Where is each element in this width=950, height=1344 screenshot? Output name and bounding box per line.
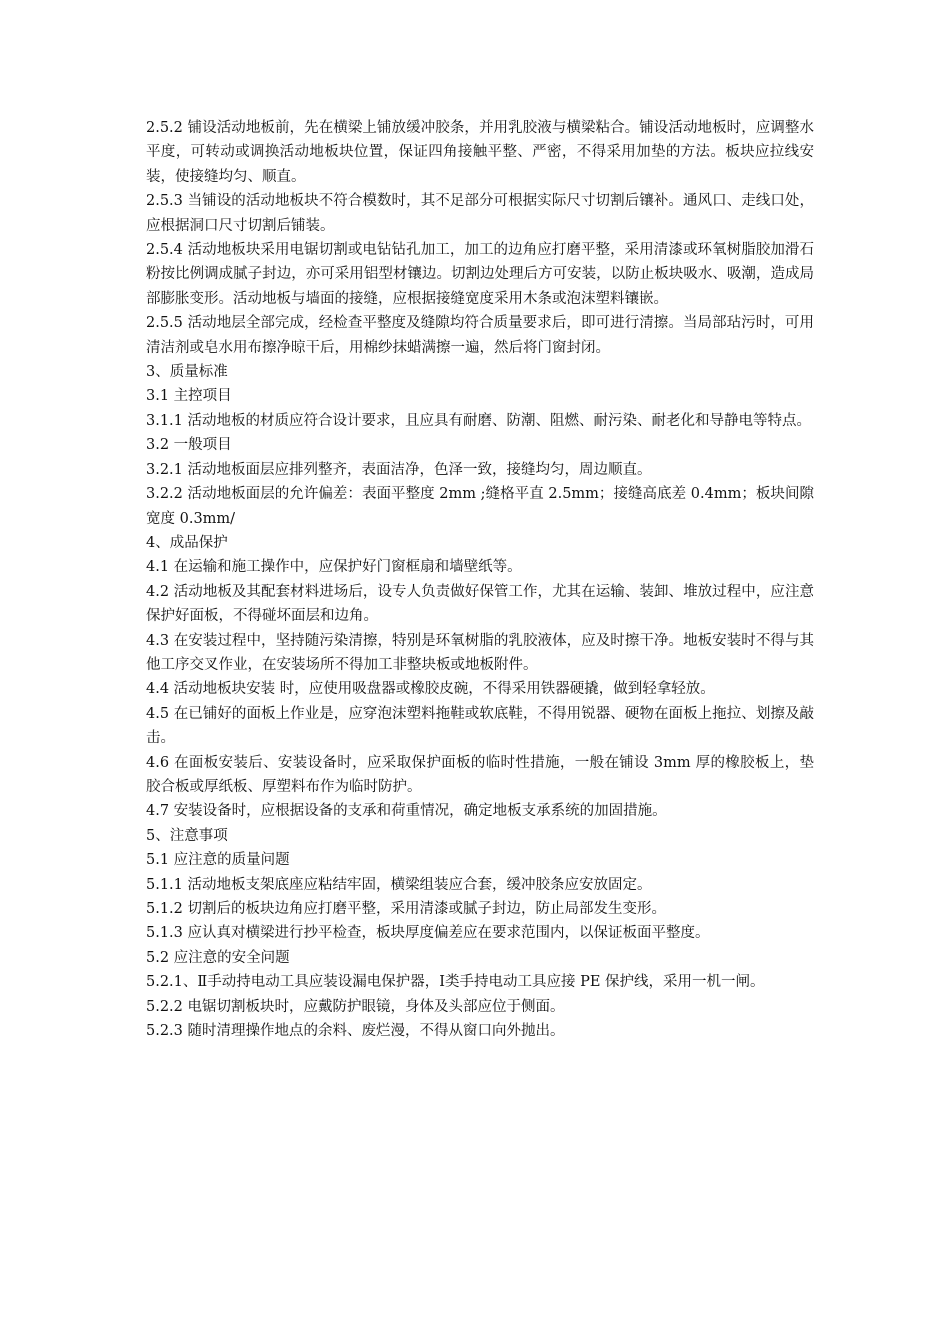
- paragraph-3-2-1: 3.2.1 活动地板面层应排列整齐，表面洁净，色泽一致，接缝均匀，周边顺直。: [146, 461, 652, 478]
- paragraph-5-1-2: 5.1.2 切割后的板块边角应打磨平整，采用清漆或腻子封边，防止局部发生变形。: [146, 901, 667, 917]
- heading-quality-standard: 3、质量标准: [146, 364, 228, 381]
- paragraph-3-2-2: 3.2.2 活动地板面层的允许偏差：表面平整度 2mm ;缝格平直 2.5mm；接缝高底差 0.4mm；板块间隙宽度 0.3mm/: [146, 486, 814, 527]
- paragraph-2-5-4: 2.5.4 活动地板块采用电锯切割或电钻钻孔加工，加工的边角应打磨平整，采用清漆或环氧树脂胶加滑石粉按比例调成腻子封边，亦可采用铝型材镶边。切割边处理后方可安装，以防止板块吸水、吸潮，造成局部膨胀变形。活动地板与墙面的接缝，应根据接缝宽度采用木条或泡沫塑料镶嵌。: [146, 242, 814, 307]
- paragraph-2-5-2: 2.5.2 铺设活动地板前，先在横梁上铺放缓冲胶条，并用乳胶液与横梁粘合。铺设活动地板时，应调整水平度，可转动或调换活动地板块位置，保证四角接触平整、严密，不得采用加垫的方法。板块应拉线安装，使接缝均匀、顺直。: [146, 120, 814, 185]
- paragraph-4-7: 4.7 安装设备时，应根据设备的支承和荷重情况，确定地板支承系统的加固措施。: [146, 803, 667, 820]
- paragraph-3-1-1: 3.1.1 活动地板的材质应符合设计要求，且应具有耐磨、防潮、阻燃、耐污染、耐老化和导静电等特点。: [146, 412, 811, 429]
- heading-precautions: 5、注意事项: [146, 827, 228, 844]
- paragraph-4-1: 4.1 在运输和施工操作中，应保护好门窗框扇和墙壁纸等。: [146, 559, 522, 576]
- paragraph-2-5-3: 2.5.3 当铺设的活动地板块不符合模数时，其不足部分可根据实际尺寸切割后镶补。通风口、走线口处，应根据洞口尺寸切割后铺装。: [146, 193, 814, 234]
- heading-safety-issues: 5.2 应注意的安全问题: [146, 949, 290, 966]
- paragraph-5-1-1: 5.1.1 活动地板支架底座应粘结牢固，横梁组装应合套，缓冲胶条应安放固定。: [146, 876, 652, 893]
- paragraph-2-5-5: 2.5.5 活动地层全部完成，经检查平整度及缝隙均符合质量要求后，即可进行清擦。当局部玷污时，可用清洁剂或皂水用布擦净晾干后，用棉纱抹蜡满擦一遍，然后将门窗封闭。: [146, 315, 814, 356]
- paragraph-5-1-3: 5.1.3 应认真对横梁进行抄平检查，板块厚度偏差应在要求范围内，以保证板面平整度。: [146, 925, 710, 942]
- paragraph-4-3: 4.3 在安装过程中，坚持随污染清擦，特别是环氧树脂的乳胶液体，应及时擦干净。地板安装时不得与其他工序交叉作业，在安装场所不得加工非整块板或地板附件。: [146, 632, 814, 673]
- heading-main-items: 3.1 主控项目: [146, 388, 232, 405]
- paragraph-4-4: 4.4 活动地板块安装 时，应使用吸盘器或橡胶皮碗，不得采用铁器硬撬，做到轻拿轻放。: [146, 681, 715, 698]
- paragraph-5-2-1: 5.2.1、Ⅱ手动持电动工具应装设漏电保护器，Ⅰ类手持电动工具应接 PE 保护线，采用一机一闸。: [146, 974, 765, 991]
- paragraph-5-2-2: 5.2.2 电锯切割板块时，应戴防护眼镜，身体及头部应位于侧面。: [146, 998, 565, 1015]
- document-body: [146, 116, 814, 1043]
- paragraph-4-6: 4.6 在面板安装后、安装设备时，应采取保护面板的临时性措施，一般在铺设 3mm 厚的橡胶板上，垫胶合板或厚纸板、厚塑料布作为临时防护。: [146, 754, 814, 795]
- heading-product-protection: 4、成品保护: [146, 534, 228, 551]
- paragraph-4-5: 4.5 在已铺好的面板上作业是，应穿泡沫塑料拖鞋或软底鞋，不得用锐器、硬物在面板上拖拉、划擦及敲击。: [146, 705, 814, 747]
- heading-quality-issues: 5.1 应注意的质量问题: [146, 852, 290, 869]
- paragraph-4-2: 4.2 活动地板及其配套材料进场后，设专人负责做好保管工作，尤其在运输、装卸、堆放过程中，应注意保护好面板，不得碰坏面层和边角。: [146, 583, 814, 625]
- heading-general-items: 3.2 一般项目: [146, 437, 232, 454]
- paragraph-5-2-3: 5.2.3 随时清理操作地点的余料、废烂漫，不得从窗口向外抛出。: [146, 1023, 565, 1040]
